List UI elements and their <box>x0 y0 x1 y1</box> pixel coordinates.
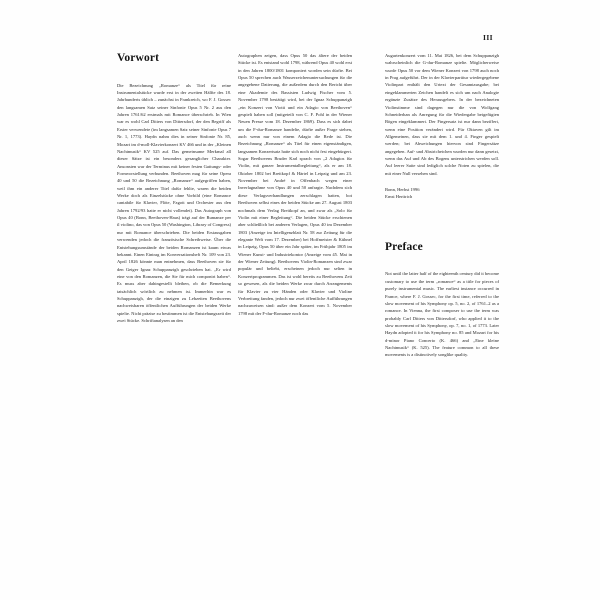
paragraph: Die Bezeichnung „Romanze“ als Titel für reine Instrumentalstücke wurde erst in der zweiten Hälfte des 18. Jahrhunderts üblich – zunächst in Frankreich, wo F. J. Gossec den langsamen Satz seiner Sinfonie Opus 5 Nr. 2 aus den Jahren 1761/62 erstmals mit Romance überschrieb. In Wien war es wohl Carl Ditters von Dittersdorf, der den Begriff als Erster verwendete (im langsamen Satz seiner Sinfonie Opus 7 Nr. 1, 1773). Haydn nahm dies in seiner Sinfonie Nr. 85, Mozart im d-moll-Klavierkonzert KV 466 und in der „Kleinen Nachtmusik“ KV 525 auf. Das gemeinsame Merkmal all dieser Sätze ist ein besonders gesanglicher Charakter. Ansonsten war der Terminus mit keiner festen Gattungs- oder Formvorstellung verbunden. Beethoven mag für seine Opera 40 und 50 die Bezeichnung „Romanze“ aufgegriffen haben, weil ihm ein anderer Titel dafür fehlte, waren die beiden Werke doch als Einzelstücke ohne Vorbild (eine Romance cantabile für Klavier, Flöte, Fagott und Orchester aus den Jahren 1792/93 hatte er nicht vollendet). Das Autograph von Opus 40 (Bonn, Beethoven-Haus) trägt auf der Rumanze per il violino, das von Opus 50 (Washington, Library of Congress) nur mit Romance überschrieben. Die beiden Erstausgaben verwenden jedoch die französische Schreibweise. Über die Entstehungsumstände der beiden Romanzen ist kaum etwas bekannt. Einen Eintrag im Konversationsheft Nr. 109 von 23. April 1826 könnte man entnehmen, dass Beethoven sie für den Geiger Ignaz Schuppanzigh geschrieben hat. „Er wird eine von den Romanzen, die Sie für mich componirt haben“. Es muss aber dahingestellt bleiben, ob die Bemerkung tatsächlich wörtlich zu nehmen ist. Immerhin war es Schuppanzigh, der die einzigen zu Lebzeiten Beethovens nachweisbaren öffentlichen Aufführungen der beiden Werke spielte. Nicht präzise zu bestimmen ist die Entstehungszeit der zwei Stücke. Schriftanalysen an den <box>117 82 231 324</box>
preface-body-column-3 <box>385 270 499 358</box>
paragraph: Augartenkonzert vom 11. Mai 1826, bei dem Schuppanzigh wahrscheinlich die G-dur-Romanze spielte. Möglicherweise wurde Opus 50 vor dem Wiener Konzert von 1798 auch noch in Prag aufgeführt. Der in der Klavierpartitur wiedergegebene Violinpart enthält den Urtext der Gesamtausgabe; bei eingeklammerten Zeichen handelt es sich um nach Analogie ergänzte Zusätze des Herausgebers. In der bezeichneten Violinstimme sind dagegen nur die von Wolfgang Schneiderhan als Anregung für die Wiedergabe beigefügten Bögen eingeklammert. Der Fingersatz ist nur dann beziffert, wenn eine Position verändert wird. Für Oktaven gilt im Allgemeinen, dass sie mit dem 1. und 4. Finger gespielt werden; bei Abweichungen hiervon sind Fingersätze angegeben. Auf- und Abstricheichen wurden nur dann gesetzt, wenn das Auf und Ab des Bogens unterstrichen werden soll. Auf leerer Saite sind lediglich solche Noten zu spielen, die mit einer Null versehen sind. <box>385 53 499 176</box>
text-column-1 <box>117 52 231 325</box>
vorwort-body-column-3 <box>385 52 499 177</box>
vorwort-signature <box>385 186 499 201</box>
page-number: III <box>483 33 493 42</box>
preface-heading: Preface <box>385 240 423 253</box>
paragraph: Not until the latter half of the eighteenth century did it become customary to use the term „romance“ as a title for pieces of purely instrumental music. The earliest instance occurred in France, where F. J. Gossec, for the first time, referred to the slow movement of his Symphony op. 5, no. 2, of 1761–2 as a romance. In Vienna, the first composer to use the term was probably Carl Ditters von Dittersdorf, who applied it to the slow movement of his Symphony, op. 7, no. 1, of 1773. Later Haydn adopted it for his Symphony no. 85 and Mozart for his d-minor Piano Concerto (K. 466) and „Eine kleine Nachtmusik“ (K. 525). The feature common to all these movements is a distinctively songlike quality. <box>385 271 500 358</box>
vorwort-body-column-2 <box>238 52 352 317</box>
signature-place-date: Bonn, Herbst 1996 <box>385 187 420 193</box>
vorwort-heading: Vorwort <box>117 52 160 64</box>
signature-name: Ernst Herttrich <box>385 194 413 200</box>
text-column-2 <box>238 52 352 317</box>
paragraph: Autographen zeigen, dass Opus 50 das ältere der beiden Stücke ist. Es entstand wohl 1798, während Opus 40 wohl erst in den Jahren 1800/1801 komponiert worden sein dürfte. Bei Opus 50 sprechen auch Wasserzeichenuntersuchungen für die angegebene Datierung, die außerdem durch den Bericht über eine Akademie des Bassisten Ludwig Fischer vom 5. November 1798 bestätigt wird, bei der Ignaz Schuppanzigh „ein Konzert von Viotti und ein Adagio von Beethoven“ gespielt haben soll (mitgeteilt von C. F. Pohl in der Wiener Neuen Presse vom 18. Dezember 1869). Dass es sich dabei um die F-dur-Romanze handelte, dürfte außer Frage stehen, auch wenn nur von einem Adagio die Rede ist. Die Bezeichnung „Romanze“ als Titel für einen eigenständigen, langsamen Konzertsatz hatte sich noch nicht fest eingebürgert. Sogar Beethovens Bruder Karl sprach von „2 Adagios für Violin, mit ganzer Instrumentalbegleitung“, als er am 18. Oktober 1802 bei Breitkopf & Härtel in Leipzig und am 23. November bei André in Offenbach wegen einer Inverlagnahme von Opus 40 und 50 anfragte. Nachdem sich diese Verlagsverhandlungen zerschlagen hatten, bot Beethoven selbst eines der beiden Stücke am 27. August 1803 nochmals dem Verlag Breitkopf an, und zwar als „Solo für Violin mit einer Begleitung“. Die beiden Stücke erschienen aber schließlich bei anderen Verlagen, Opus 40 im Dezember 1803 (Anzeige im Intelligenzblatt Nr. 58 zur Zeitung für die elegante Welt vom 17. Dezember) bei Hoffmeister & Kühnel in Leipzig, Opus 50 über ein Jahr später, im Frühjahr 1805 im Wiener Kunst- und Industriekontor (Anzeige vom 45. Mai in der Wiener Zeitung). Beethovens Violin-Romanzen sind zwar populär und beliebt, erscheinen jedoch nur selten in Konzertprogrammen. Das ist wohl bereits zu Beethovens Zeit so gewesen, als die beiden Werke zwar durch Arrangements für Klavier zu vier Händen oder Klavier und Violine Verbreitung fanden, jedoch nur zwei öffentliche Aufführungen nachzuweisen sind: außer dem Konzert vom 5. November 1798 mit der F-dur-Romanze noch das <box>238 53 352 316</box>
text-column-3 <box>385 52 499 359</box>
vorwort-body-column-1 <box>117 82 231 325</box>
